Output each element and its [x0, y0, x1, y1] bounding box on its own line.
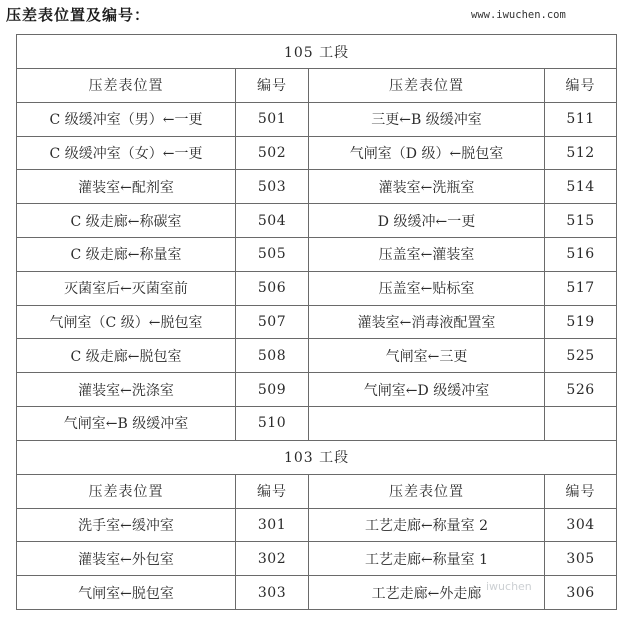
gauge-position: D 级缓冲←一更 — [309, 204, 545, 238]
table-row — [17, 237, 617, 271]
gauge-position: 洗手室←缓冲室 — [17, 508, 236, 542]
gauge-number: 516 — [545, 237, 617, 271]
gauge-position — [309, 406, 545, 440]
gauge-number: 306 — [545, 576, 617, 610]
column-header-position: 压差表位置 — [17, 69, 236, 103]
gauge-position: 灌装室←外包室 — [17, 542, 236, 576]
table-row — [17, 406, 617, 440]
header-row — [17, 69, 617, 103]
table-row — [17, 271, 617, 305]
column-header-number: 编号 — [236, 69, 309, 103]
gauge-number: 515 — [545, 204, 617, 238]
watermark-logo: iwuchen — [486, 580, 532, 593]
gauge-number: 507 — [236, 305, 309, 339]
gauge-position: 灌装室←配剂室 — [17, 170, 236, 204]
gauge-position: 压盖室←灌装室 — [309, 237, 545, 271]
gauge-number: 525 — [545, 339, 617, 373]
gauge-position: 气闸室←脱包室 — [17, 576, 236, 610]
table-row — [17, 204, 617, 238]
gauge-position: C 级走廊←脱包室 — [17, 339, 236, 373]
gauge-number: 505 — [236, 237, 309, 271]
gauge-number: 514 — [545, 170, 617, 204]
section-title-row — [17, 440, 617, 474]
column-header-number: 编号 — [545, 474, 617, 508]
column-header-number: 编号 — [236, 474, 309, 508]
table-row — [17, 136, 617, 170]
gauge-number: 501 — [236, 102, 309, 136]
gauge-position: 灌装室←洗瓶室 — [309, 170, 545, 204]
gauge-position: 气闸室←D 级缓冲室 — [309, 373, 545, 407]
table-row — [17, 305, 617, 339]
gauge-position: C 级走廊←称碳室 — [17, 204, 236, 238]
gauge-position: 气闸室←三更 — [309, 339, 545, 373]
gauge-position: 灭菌室后←灭菌室前 — [17, 271, 236, 305]
page-heading: 压差表位置及编号： — [6, 6, 151, 24]
section-title: 103 工段 — [17, 440, 617, 474]
gauge-position: 压盖室←贴标室 — [309, 271, 545, 305]
column-header-position: 压差表位置 — [309, 69, 545, 103]
gauge-position: 工艺走廊←称量室 1 — [309, 542, 545, 576]
column-header-position: 压差表位置 — [309, 474, 545, 508]
table-row — [17, 508, 617, 542]
gauge-number: 302 — [236, 542, 309, 576]
gauge-position: 气闸室（C 级）←脱包室 — [17, 305, 236, 339]
gauge-number — [545, 406, 617, 440]
gauge-number: 526 — [545, 373, 617, 407]
gauge-position: C 级缓冲室（男）←一更 — [17, 102, 236, 136]
gauge-position: 气闸室←B 级缓冲室 — [17, 406, 236, 440]
gauge-position: 灌装室←消毒液配置室 — [309, 305, 545, 339]
gauge-position: 气闸室（D 级）←脱包室 — [309, 136, 545, 170]
gauge-number: 303 — [236, 576, 309, 610]
column-header-number: 编号 — [545, 69, 617, 103]
gauge-position: 灌装室←洗涤室 — [17, 373, 236, 407]
gauge-number: 304 — [545, 508, 617, 542]
gauge-number: 504 — [236, 204, 309, 238]
gauge-position: C 级缓冲室（女）←一更 — [17, 136, 236, 170]
gauge-number: 502 — [236, 136, 309, 170]
table-row — [17, 373, 617, 407]
gauge-number: 512 — [545, 136, 617, 170]
gauge-number: 519 — [545, 305, 617, 339]
gauge-number: 506 — [236, 271, 309, 305]
gauge-number: 517 — [545, 271, 617, 305]
gauge-number: 511 — [545, 102, 617, 136]
gauge-position: 三更←B 级缓冲室 — [309, 102, 545, 136]
table-row — [17, 170, 617, 204]
gauge-position: 工艺走廊←外走廊 — [309, 576, 545, 610]
gauge-number: 503 — [236, 170, 309, 204]
table-row — [17, 542, 617, 576]
pressure-gauge-table — [16, 34, 617, 610]
gauge-number: 305 — [545, 542, 617, 576]
gauge-number: 508 — [236, 339, 309, 373]
gauge-position: C 级走廊←称量室 — [17, 237, 236, 271]
column-header-position: 压差表位置 — [17, 474, 236, 508]
section-title: 105 工段 — [17, 35, 617, 69]
section-title-row — [17, 35, 617, 69]
gauge-number: 301 — [236, 508, 309, 542]
table-row — [17, 102, 617, 136]
table-row — [17, 339, 617, 373]
header-row — [17, 474, 617, 508]
gauge-number: 509 — [236, 373, 309, 407]
gauge-number: 510 — [236, 406, 309, 440]
site-url: www.iwuchen.com — [471, 9, 566, 21]
gauge-position: 工艺走廊←称量室 2 — [309, 508, 545, 542]
